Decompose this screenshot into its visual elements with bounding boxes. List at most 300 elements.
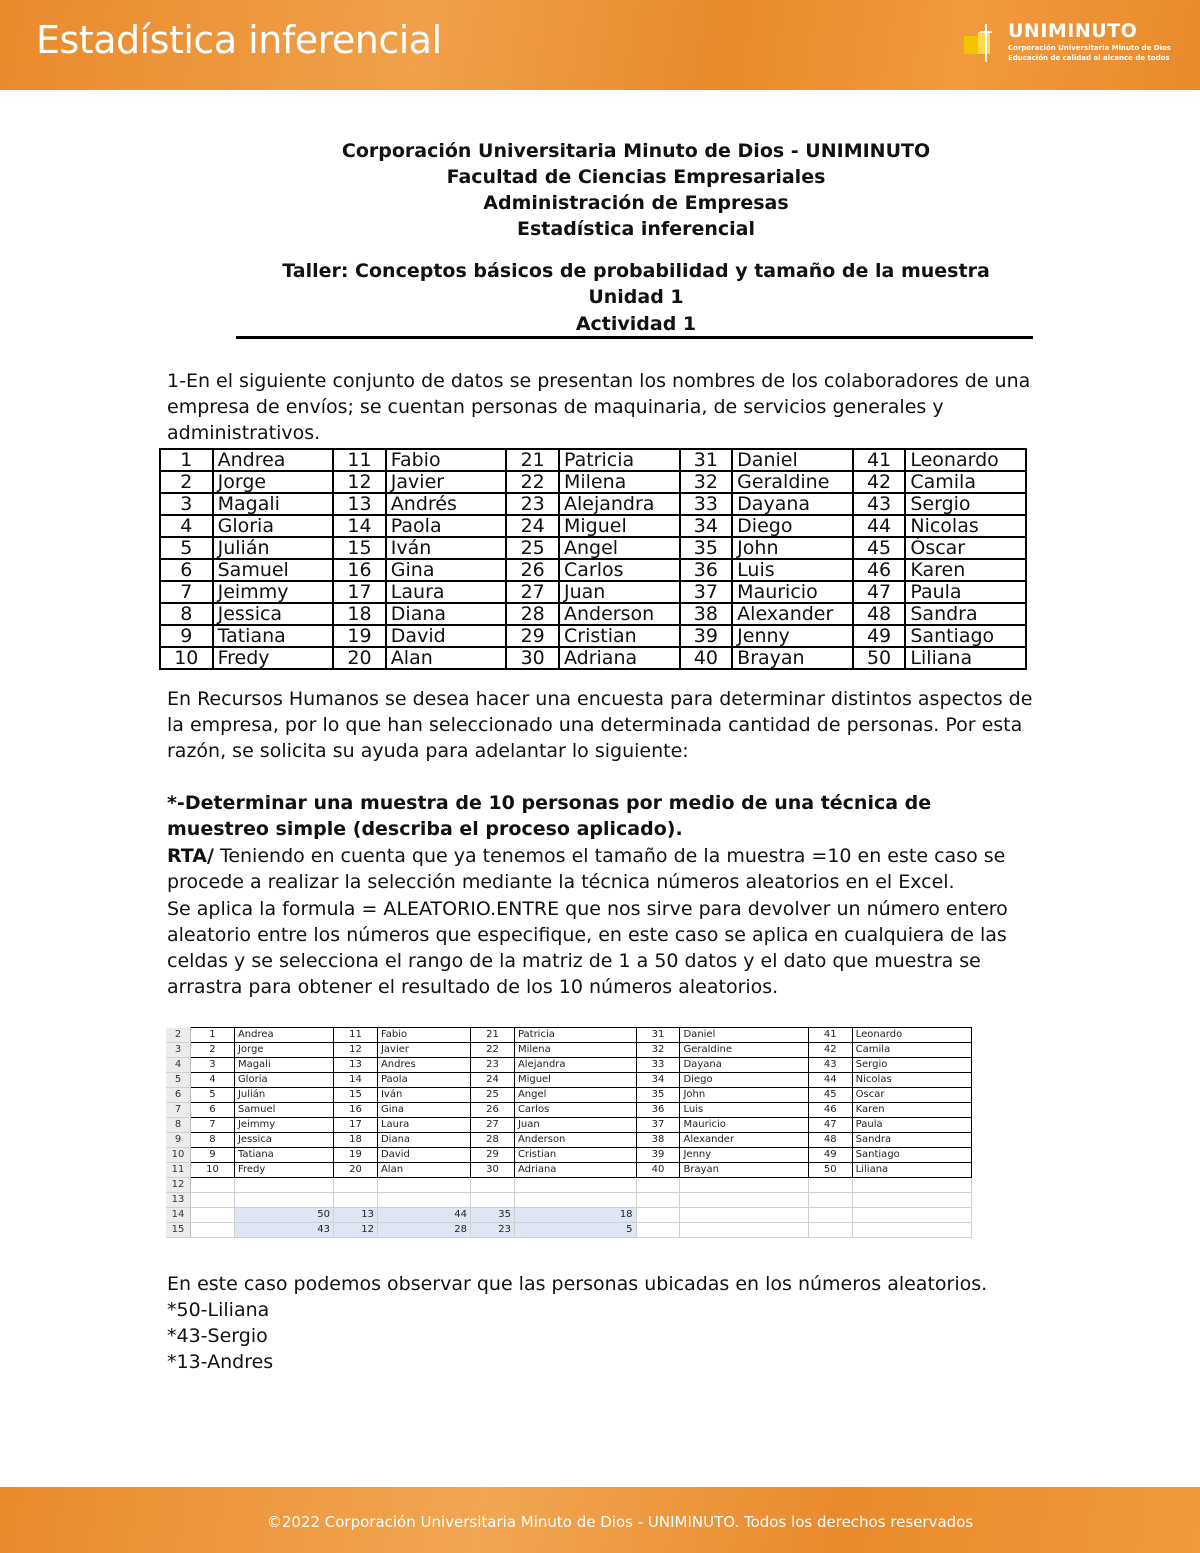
sheet-cell: [680, 1193, 808, 1208]
sheet-cell: 35: [471, 1208, 515, 1223]
sheet-cell: 37: [636, 1118, 680, 1133]
sheet-cell: David: [377, 1148, 470, 1163]
table-cell-number: 37: [680, 581, 733, 603]
table-cell-name: Óscar: [905, 537, 1026, 559]
sheet-cell: Dayana: [680, 1058, 808, 1073]
sheet-cell: 26: [471, 1103, 515, 1118]
table-cell-number: 10: [160, 647, 213, 669]
sheet-cell: [471, 1178, 515, 1193]
sheet-cell: 22: [471, 1043, 515, 1058]
sheet-cell: Oscar: [852, 1088, 971, 1103]
sheet-cell: 32: [636, 1043, 680, 1058]
sheet-cell: Alan: [377, 1163, 470, 1178]
table-row: [160, 493, 1026, 515]
table-cell-number: 24: [506, 515, 559, 537]
header-program: Administración de Empresas: [483, 192, 789, 214]
sheet-row: [166, 1163, 972, 1178]
sheet-row-header: 14: [166, 1208, 191, 1223]
header-course: Estadística inferencial: [517, 218, 755, 240]
sheet-row: [166, 1193, 972, 1208]
sheet-cell: [191, 1178, 235, 1193]
sheet-cell: Gina: [377, 1103, 470, 1118]
table-cell-name: Alan: [386, 647, 507, 669]
table-cell-name: Diana: [386, 603, 507, 625]
sheet-cell: Magali: [234, 1058, 333, 1073]
table-row: [160, 581, 1026, 603]
sheet-cell: Nicolas: [852, 1073, 971, 1088]
table-cell-number: 46: [853, 559, 906, 581]
sheet-cell: 23: [471, 1058, 515, 1073]
sheet-cell: [234, 1193, 333, 1208]
sheet-cell: Juan: [514, 1118, 636, 1133]
sheet-row-header: 7: [166, 1103, 191, 1118]
sheet-cell: Liliana: [852, 1163, 971, 1178]
banner-title: Estadística inferencial: [36, 18, 442, 62]
footer-copyright: ©2022 Corporación Universitaria Minuto de Dios - UNIMINUTO. Todos los derechos reservados: [266, 1513, 974, 1531]
sheet-cell: Jenny: [680, 1148, 808, 1163]
logo-wordmark: UNIMINUTO: [1008, 20, 1138, 42]
table-cell-name: Julián: [213, 537, 334, 559]
sheet-cell: Angel: [514, 1088, 636, 1103]
sheet-cell: 35: [636, 1088, 680, 1103]
sheet-cell: 12: [334, 1223, 378, 1238]
table-cell-name: Miguel: [559, 515, 680, 537]
sheet-cell: 48: [808, 1133, 852, 1148]
sheet-cell: [636, 1178, 680, 1193]
table-cell-name: Luis: [732, 559, 853, 581]
sheet-cell: Javier: [377, 1043, 470, 1058]
table-cell-number: 18: [333, 603, 386, 625]
table-cell-name: Javier: [386, 471, 507, 493]
sheet-cell: Sandra: [852, 1133, 971, 1148]
sheet-cell: 45: [808, 1088, 852, 1103]
sheet-cell: 13: [334, 1058, 378, 1073]
sheet-cell: Brayan: [680, 1163, 808, 1178]
sheet-cell: [680, 1178, 808, 1193]
rrhh-paragraph: En Recursos Humanos se desea hacer una encuesta para determinar distintos aspectos de la empresa, por lo que han seleccionado una determinada cantidad de personas. Por esta razón, se solicita su ayuda para adelantar lo siguiente:: [167, 688, 1033, 762]
sheet-row: [166, 1058, 972, 1073]
table-cell-name: Paula: [905, 581, 1026, 603]
table-cell-number: 38: [680, 603, 733, 625]
table-cell-name: Dayana: [732, 493, 853, 515]
table-cell-number: 20: [333, 647, 386, 669]
sheet-cell: Jeimmy: [234, 1118, 333, 1133]
formula-paragraph: Se aplica la formula = ALEATORIO.ENTRE que nos sirve para devolver un número entero aleatorio entre los números que especifique, en este caso se aplica en cualquiera de las celdas y se selecciona el rango de la matriz de 1 a 50 datos y el dato que muestra se arrastra para obtener el resultado de los 10 números aleatorios.: [167, 898, 1008, 998]
table-cell-name: Gina: [386, 559, 507, 581]
table-cell-number: 7: [160, 581, 213, 603]
table-cell-number: 15: [333, 537, 386, 559]
sheet-cell: 28: [471, 1133, 515, 1148]
sheet-cell: Andrea: [234, 1028, 333, 1043]
sheet-cell: 15: [334, 1088, 378, 1103]
sheet-cell: 38: [636, 1133, 680, 1148]
table-cell-number: 12: [333, 471, 386, 493]
sheet-row: [166, 1223, 972, 1238]
table-cell-number: 22: [506, 471, 559, 493]
sheet-cell: 6: [191, 1103, 235, 1118]
header-institution: Corporación Universitaria Minuto de Dios - UNIMINUTO: [341, 140, 931, 162]
sheet-cell: 42: [808, 1043, 852, 1058]
table-cell-number: 6: [160, 559, 213, 581]
sheet-cell: Santiago: [852, 1148, 971, 1163]
table-cell-number: 1: [160, 449, 213, 471]
table-cell-number: 43: [853, 493, 906, 515]
sheet-cell: 40: [636, 1163, 680, 1178]
header-workshop: Taller: Conceptos básicos de probabilidad y tamaño de la muestra: [282, 260, 990, 282]
sheet-cell: Luis: [680, 1103, 808, 1118]
table-cell-name: Karen: [905, 559, 1026, 581]
sheet-row-header: 12: [166, 1178, 191, 1193]
sheet-cell: 27: [471, 1118, 515, 1133]
answer-label: RTA/: [167, 845, 214, 867]
table-cell-name: Santiago: [905, 625, 1026, 647]
sheet-cell: 17: [334, 1118, 378, 1133]
sheet-cell: 18: [334, 1133, 378, 1148]
sheet-cell: [636, 1208, 680, 1223]
table-cell-name: Juan: [559, 581, 680, 603]
sheet-row: [166, 1088, 972, 1103]
table-cell-number: 39: [680, 625, 733, 647]
table-cell-number: 23: [506, 493, 559, 515]
sheet-cell: Sergio: [852, 1058, 971, 1073]
table-row: [160, 471, 1026, 493]
top-banner: [0, 0, 1200, 90]
sheet-row-header: 5: [166, 1073, 191, 1088]
table-cell-number: 32: [680, 471, 733, 493]
sheet-cell: Carlos: [514, 1103, 636, 1118]
table-cell-number: 21: [506, 449, 559, 471]
sheet-cell: [514, 1193, 636, 1208]
sheet-row-header: 4: [166, 1058, 191, 1073]
sheet-cell: [377, 1193, 470, 1208]
table-cell-number: 34: [680, 515, 733, 537]
intro-paragraph: 1-En el siguiente conjunto de datos se presentan los nombres de los colaboradores de una empresa de envíos; se cuentan personas de maquinaria, de servicios generales y administrativos.: [167, 370, 1031, 444]
sheet-cell: [852, 1223, 971, 1238]
sheet-cell: Laura: [377, 1118, 470, 1133]
sheet-cell: 9: [191, 1148, 235, 1163]
sheet-cell: 7: [191, 1118, 235, 1133]
sheet-cell: [680, 1208, 808, 1223]
sheet-cell: [808, 1223, 852, 1238]
table-cell-number: 8: [160, 603, 213, 625]
sheet-cell: 49: [808, 1148, 852, 1163]
table-cell-number: 13: [333, 493, 386, 515]
table-cell-name: Adriana: [559, 647, 680, 669]
table-cell-name: Magali: [213, 493, 334, 515]
sheet-cell: 25: [471, 1088, 515, 1103]
table-cell-name: Alejandra: [559, 493, 680, 515]
table-cell-name: Daniel: [732, 449, 853, 471]
table-cell-name: Cristian: [559, 625, 680, 647]
table-cell-number: 48: [853, 603, 906, 625]
table-cell-number: 44: [853, 515, 906, 537]
sheet-row: [166, 1148, 972, 1163]
table-cell-name: Leonardo: [905, 449, 1026, 471]
sheet-cell: 43: [234, 1223, 333, 1238]
table-cell-name: Camila: [905, 471, 1026, 493]
table-cell-name: Anderson: [559, 603, 680, 625]
table-cell-name: John: [732, 537, 853, 559]
sheet-cell: Fredy: [234, 1163, 333, 1178]
sheet-cell: Jorge: [234, 1043, 333, 1058]
table-cell-number: 26: [506, 559, 559, 581]
names-table: [159, 448, 1027, 670]
table-cell-number: 28: [506, 603, 559, 625]
sheet-cell: 31: [636, 1028, 680, 1043]
sheet-cell: 34: [636, 1073, 680, 1088]
table-cell-number: 29: [506, 625, 559, 647]
question-text: *-Determinar una muestra de 10 personas por medio de una técnica de muestreo simple (describa el proceso aplicado).: [167, 792, 932, 840]
table-cell-name: Carlos: [559, 559, 680, 581]
sheet-cell: 23: [471, 1223, 515, 1238]
sheet-cell: 50: [234, 1208, 333, 1223]
sheet-cell: [680, 1223, 808, 1238]
header-unit: Unidad 1: [588, 286, 684, 308]
sheet-cell: Daniel: [680, 1028, 808, 1043]
table-cell-number: 30: [506, 647, 559, 669]
table-row: [160, 515, 1026, 537]
table-cell-name: Geraldine: [732, 471, 853, 493]
result-item: *50-Liliana: [167, 1299, 270, 1321]
sheet-cell: John: [680, 1088, 808, 1103]
sheet-cell: [636, 1193, 680, 1208]
sheet-cell: 28: [377, 1223, 470, 1238]
sheet-row: [166, 1028, 972, 1043]
sheet-cell: [377, 1178, 470, 1193]
table-cell-number: 42: [853, 471, 906, 493]
sheet-cell: Anderson: [514, 1133, 636, 1148]
result-item: *13-Andres: [167, 1351, 274, 1373]
sheet-row-header: 9: [166, 1133, 191, 1148]
table-cell-number: 50: [853, 647, 906, 669]
sheet-cell: 46: [808, 1103, 852, 1118]
sheet-cell: 44: [808, 1073, 852, 1088]
sheet-cell: [191, 1223, 235, 1238]
observation-text: En este caso podemos observar que las personas ubicadas en los números aleatorios.: [167, 1273, 988, 1295]
table-cell-number: 33: [680, 493, 733, 515]
sheet-cell: Camila: [852, 1043, 971, 1058]
sheet-row: [166, 1073, 972, 1088]
table-row: [160, 537, 1026, 559]
sheet-cell: Leonardo: [852, 1028, 971, 1043]
sheet-cell: 16: [334, 1103, 378, 1118]
sheet-cell: [334, 1193, 378, 1208]
table-cell-number: 41: [853, 449, 906, 471]
table-cell-number: 19: [333, 625, 386, 647]
table-cell-number: 17: [333, 581, 386, 603]
table-cell-number: 47: [853, 581, 906, 603]
sheet-cell: Geraldine: [680, 1043, 808, 1058]
sheet-cell: [852, 1178, 971, 1193]
sheet-row-header: 6: [166, 1088, 191, 1103]
sheet-cell: 24: [471, 1073, 515, 1088]
logo-tagline: Educación de calidad al alcance de todos: [1008, 54, 1170, 62]
table-cell-name: Jorge: [213, 471, 334, 493]
sheet-row-header: 13: [166, 1193, 191, 1208]
sheet-cell: [636, 1223, 680, 1238]
table-cell-name: Milena: [559, 471, 680, 493]
header-activity: Actividad 1: [575, 313, 697, 335]
table-cell-number: 3: [160, 493, 213, 515]
sheet-cell: [852, 1193, 971, 1208]
sheet-cell: 3: [191, 1058, 235, 1073]
table-cell-name: Fabio: [386, 449, 507, 471]
sheet-cell: Fabio: [377, 1028, 470, 1043]
sheet-cell: 36: [636, 1103, 680, 1118]
table-cell-name: Gloria: [213, 515, 334, 537]
sheet-cell: 19: [334, 1148, 378, 1163]
table-cell-number: 27: [506, 581, 559, 603]
result-item: *43-Sergio: [167, 1325, 268, 1347]
table-cell-number: 4: [160, 515, 213, 537]
table-cell-name: Andrea: [213, 449, 334, 471]
sheet-cell: Miguel: [514, 1073, 636, 1088]
table-cell-number: 36: [680, 559, 733, 581]
answer-paragraph: [167, 843, 1037, 895]
table-cell-number: 31: [680, 449, 733, 471]
sheet-cell: 1: [191, 1028, 235, 1043]
table-cell-number: 9: [160, 625, 213, 647]
sheet-cell: 12: [334, 1043, 378, 1058]
table-cell-name: Sandra: [905, 603, 1026, 625]
table-cell-number: 35: [680, 537, 733, 559]
table-row: [160, 449, 1026, 471]
sheet-row-header: 10: [166, 1148, 191, 1163]
sheet-row: [166, 1133, 972, 1148]
sheet-cell: 41: [808, 1028, 852, 1043]
sheet-cell: [191, 1208, 235, 1223]
sheet-cell: Jessica: [234, 1133, 333, 1148]
sheet-cell: Diana: [377, 1133, 470, 1148]
sheet-row-header: 2: [166, 1028, 191, 1043]
sheet-row: [166, 1178, 972, 1193]
table-cell-name: Paola: [386, 515, 507, 537]
table-row: [160, 647, 1026, 669]
sheet-cell: [808, 1178, 852, 1193]
sheet-cell: [471, 1193, 515, 1208]
table-cell-name: Samuel: [213, 559, 334, 581]
sheet-cell: [808, 1208, 852, 1223]
sheet-cell: Mauricio: [680, 1118, 808, 1133]
sheet-cell: Gloria: [234, 1073, 333, 1088]
sheet-cell: 2: [191, 1043, 235, 1058]
sheet-cell: 5: [191, 1088, 235, 1103]
sheet-cell: [514, 1178, 636, 1193]
sheet-cell: Karen: [852, 1103, 971, 1118]
sheet-cell: 44: [377, 1208, 470, 1223]
sheet-cell: 50: [808, 1163, 852, 1178]
table-row: [160, 603, 1026, 625]
table-row: [160, 559, 1026, 581]
excel-screenshot: [166, 1027, 972, 1241]
table-cell-number: 40: [680, 647, 733, 669]
sheet-cell: 30: [471, 1163, 515, 1178]
sheet-row-header: 15: [166, 1223, 191, 1238]
header-divider: [236, 336, 1033, 339]
sheet-cell: Tatiana: [234, 1148, 333, 1163]
sheet-cell: Paola: [377, 1073, 470, 1088]
sheet-cell: Andres: [377, 1058, 470, 1073]
table-cell-number: 2: [160, 471, 213, 493]
sheet-cell: [808, 1193, 852, 1208]
table-cell-name: Fredy: [213, 647, 334, 669]
table-cell-name: Alexander: [732, 603, 853, 625]
table-cell-number: 5: [160, 537, 213, 559]
table-cell-number: 49: [853, 625, 906, 647]
sheet-cell: Alexander: [680, 1133, 808, 1148]
sheet-cell: [334, 1178, 378, 1193]
table-cell-name: Jeimmy: [213, 581, 334, 603]
logo-subtitle: Corporación Universitaria Minuto de Dios: [1008, 44, 1171, 52]
sheet-cell: Paula: [852, 1118, 971, 1133]
sheet-row: [166, 1208, 972, 1223]
sheet-cell: 13: [334, 1208, 378, 1223]
table-cell-name: David: [386, 625, 507, 647]
sheet-cell: 39: [636, 1148, 680, 1163]
sheet-cell: Iván: [377, 1088, 470, 1103]
sheet-row: [166, 1043, 972, 1058]
table-cell-name: Diego: [732, 515, 853, 537]
table-cell-name: Tatiana: [213, 625, 334, 647]
table-cell-name: Patricia: [559, 449, 680, 471]
sheet-cell: Julián: [234, 1088, 333, 1103]
table-cell-name: Nicolas: [905, 515, 1026, 537]
sheet-row-header: 3: [166, 1043, 191, 1058]
sheet-cell: Patricia: [514, 1028, 636, 1043]
sheet-cell: [852, 1208, 971, 1223]
header-faculty: Facultad de Ciencias Empresariales: [446, 166, 826, 188]
sheet-cell: 29: [471, 1148, 515, 1163]
table-cell-name: Mauricio: [732, 581, 853, 603]
sheet-cell: 18: [514, 1208, 636, 1223]
sheet-cell: 33: [636, 1058, 680, 1073]
table-cell-number: 45: [853, 537, 906, 559]
sheet-cell: 8: [191, 1133, 235, 1148]
sheet-row-header: 8: [166, 1118, 191, 1133]
sheet-cell: 5: [514, 1223, 636, 1238]
sheet-cell: 14: [334, 1073, 378, 1088]
sheet-cell: 21: [471, 1028, 515, 1043]
sheet-cell: Cristian: [514, 1148, 636, 1163]
sheet-cell: Diego: [680, 1073, 808, 1088]
sheet-cell: Alejandra: [514, 1058, 636, 1073]
table-cell-name: Jenny: [732, 625, 853, 647]
table-cell-name: Sergio: [905, 493, 1026, 515]
sheet-cell: 43: [808, 1058, 852, 1073]
table-cell-name: Andrés: [386, 493, 507, 515]
answer-text: Teniendo en cuenta que ya tenemos el tamaño de la muestra =10 en este caso se procede a realizar la selección mediante la técnica números aleatorios en el Excel.: [167, 845, 1006, 893]
sheet-cell: [234, 1178, 333, 1193]
table-cell-name: Laura: [386, 581, 507, 603]
sheet-cell: 47: [808, 1118, 852, 1133]
table-cell-number: 14: [333, 515, 386, 537]
sheet-cell: 11: [334, 1028, 378, 1043]
sheet-row-header: 11: [166, 1163, 191, 1178]
sheet-cell: 4: [191, 1073, 235, 1088]
table-row: [160, 625, 1026, 647]
footer-banner: [0, 1487, 1200, 1553]
sheet-cell: [191, 1193, 235, 1208]
table-cell-number: 16: [333, 559, 386, 581]
sheet-cell: 20: [334, 1163, 378, 1178]
table-cell-name: Jessica: [213, 603, 334, 625]
sheet-cell: Samuel: [234, 1103, 333, 1118]
table-cell-name: Angel: [559, 537, 680, 559]
uniminuto-logo: [962, 16, 1171, 74]
sheet-row: [166, 1103, 972, 1118]
sheet-cell: 10: [191, 1163, 235, 1178]
logo-mark-icon: [962, 22, 1002, 64]
